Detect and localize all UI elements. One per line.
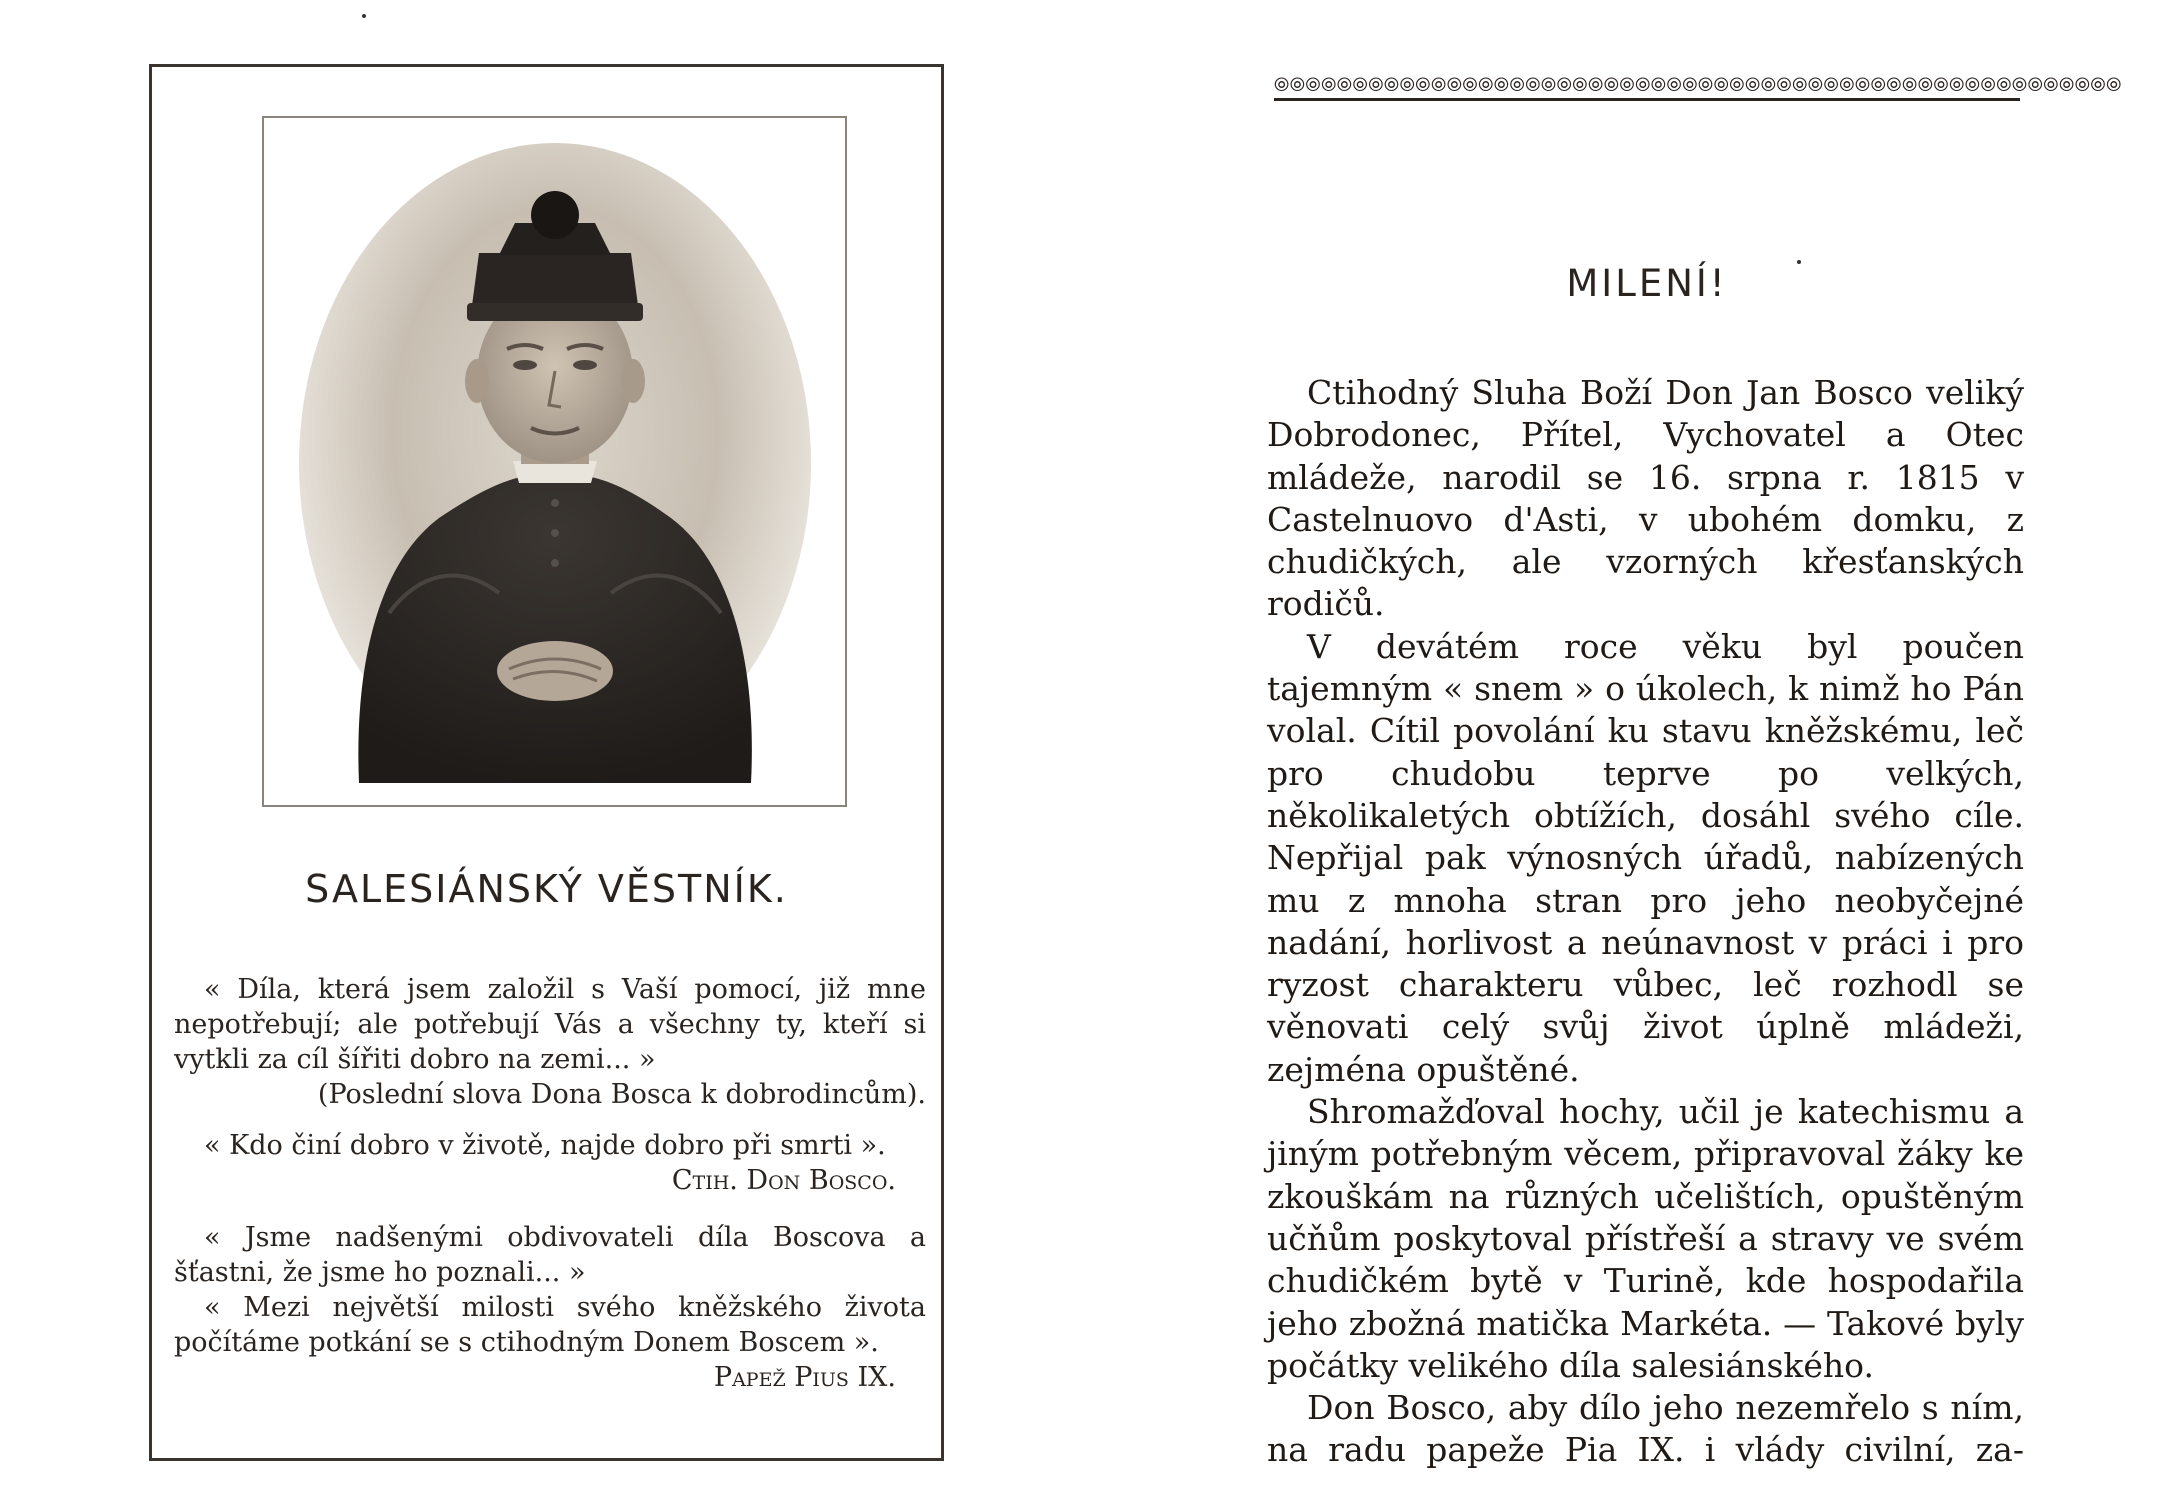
paragraph: Don Bosco, aby dílo jeho nezemřelo s ním, na radu papeže Pia IX. i vlády civilní, za- (1267, 1388, 2024, 1470)
quote-attribution: Papež Pius IX. (713, 1362, 896, 1393)
left-page-frame (149, 64, 944, 1461)
quote-text: « Jsme nadšenými obdivovateli díla Boscova a šťastni, že jsme ho poznali... » (174, 1222, 926, 1288)
portrait-frame (262, 116, 847, 807)
quote-text: « Kdo činí dobro v životě, najde dobro při smrti ». (204, 1130, 886, 1161)
quote-text: « Mezi největší milosti svého kněžského života počítáme potkání se s ctihodným Donem Boscem ». (174, 1292, 926, 1358)
quote-attribution: (Poslední slova Dona Bosca k dobrodincům). (317, 1079, 926, 1110)
ornament-border: ⦾⦾⦾⦾⦾⦾⦾⦾⦾⦾⦾⦾⦾⦾⦾⦾⦾⦾⦾⦾⦾⦾⦾⦾⦾⦾⦾⦾⦾⦾⦾⦾⦾⦾⦾⦾⦾⦾⦾⦾⦾⦾⦾⦾⦾⦾⦾⦾⦾⦾⦾⦾⦾⦾ (1274, 74, 2020, 101)
paragraph: V devátém roce věku byl poučen tajemným « snem » o úkolech, k nimž ho Pán volal. Cítil povolání ku stavu kněžskému, leč pro chudobu teprve po velkých, několikaletých obtížích, dosáhl svého cíle. Nepřijal pak výnosných úřadů, nabízených mu z mnoha stran pro jeho neobyčejné nadání, horlivost a neúnavnost v práci i pro ryzost charakteru vůbec, leč rozhodl se věnovati celý svůj život úplně mládeži, zejména opuštěné. (1267, 626, 2024, 1089)
priest-portrait-illustration (299, 143, 811, 783)
quote-text: « Díla, která jsem založil s Vaší pomocí, již mne nepotřebují; ale potřebují Vás a všechny ty, kteří si vytkli za cíl šířiti dobro na zemi... » (174, 974, 926, 1075)
heading: MILENÍ! (1566, 262, 1728, 305)
paragraph: Shromažďoval hochy, učil je katechismu a jiným potřebným věcem, připravoval žáky ke zkouškám na různých učelištích, opuštěným učňům poskytoval přístřeší a stravy ve svém chudičkém bytě v Turině, kde hospodařila jeho zbožná matička Markéta. — Takové byly počátky velikého díla salesiánského. (1267, 1092, 2024, 1385)
body-text (1267, 372, 2024, 1472)
portrait-photo (299, 143, 811, 783)
paragraph: Ctihodný Sluha Boží Don Jan Bosco veliký Dobrodonec, Přítel, Vychovatel a Otec mládeže, narodil se 16. srpna r. 1815 v Castelnuovo d'Asti, v ubohém domku, z chudičkých, ale vzorných křesťanských rodičů. (1267, 373, 2024, 624)
quote-attribution: Ctih. Don Bosco. (671, 1165, 896, 1196)
print-speck (362, 14, 366, 18)
quotes-section (174, 972, 926, 1395)
page-title: SALESIÁNSKÝ VĚSTNÍK. (305, 867, 788, 911)
